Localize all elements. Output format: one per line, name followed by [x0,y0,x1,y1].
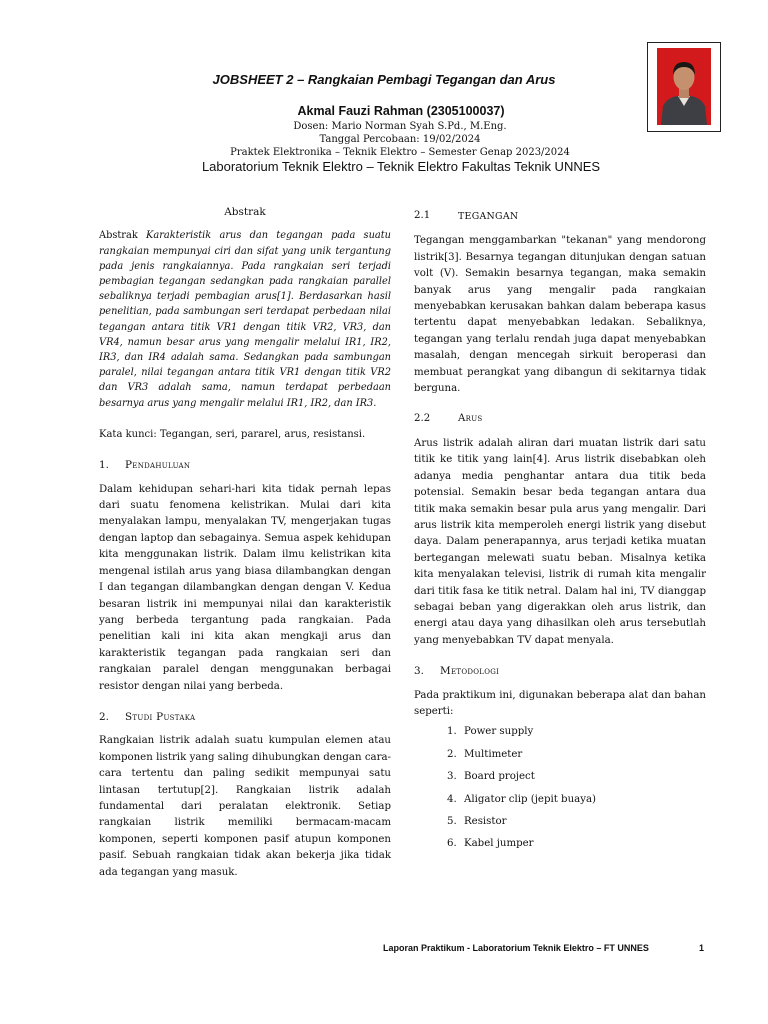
abstract-heading: Abstrak [224,206,266,218]
section-number: 2. [99,710,109,723]
page-footer: Laporan Praktikum - Laboratorium Teknik Elektro – FT UNNES [383,943,649,953]
voltage-text: Tegangan menggambarkan "tekanan" yang mendorong listrik[3]. Besarnya tegangan ditunjukan dengan satuan volt (V). Semakin besarnya tegangan, maka semakin banyak arus yang mengalir pada rangkaian menyebabkan kerusakan bahkan dalam beberapa kasus tertentu dapat menyebabkan ledakan. Sebaliknya, tegangan yang terlalu rendah juga dapat menyebabkan masalah, dengan mencegah sirkuit beroperasi dan membuat perangkat yang dibangun di sekitarnya tidak berguna. [414,235,706,395]
abstract-lead: Abstrak [99,230,138,242]
abstract-text [99,228,391,410]
author-name: Akmal Fauzi Rahman (2305100037) [297,104,505,118]
course-info: Praktek Elektronika – Teknik Elektro – Semester Genap 2023/2024 [230,147,570,158]
lecturer: Dosen: Mario Norman Syah S.Pd., M.Eng. [293,121,507,132]
subsection-number: 2.1 [414,210,431,221]
right-column [414,204,706,859]
keywords: Kata kunci: Tegangan, seri, pararel, arus, resistansi. [99,428,366,440]
tools-list [414,724,706,852]
literature-text: Rangkaian listrik adalah suatu kumpulan elemen atau komponen listrik yang saling dihubungkan dengan cara-cara tertentu dan paling sedikit mempunyai satu lintasan tertutup[2]. Rangkaian listrik adalah fundamental dari peralatan elektronik. Setiap rangkaian listrik memiliki bermacam-macam komponen, seperti komponen pasif atupun komponen pasif. Sebuah rangkaian tidak akan bekerja jika tidak ada tegangan yang masuk. [99,735,391,878]
intro-text: Dalam kehidupan sehari-hari kita tidak pernah lepas dari suatu fenomena kelistrikan. Mulai dari kita menyalakan lampu, menyalakan TV, mengerjakan tugas dengan laptop dan sebagainya. Semua aspek kehidupan kita menggunakan listrik. Dalam ilmu kelistrikan kita mengenal istilah arus yang biasa dilambangkan dengan I dan tegangan dilambangkan dengan dengan V. Kedua besaran listrik ini mempunyai nilai dan karakteristik yang berbeda tergantung pada rangkaian. Pada penelitian kali ini kita akan mengkaji arus dan karakteristik tegangan pada rangkaian seri dan rangkaian paralel dengan menggunakan berbagai resistor dengan nilai yang berbeda. [99,483,391,692]
section-heading-method [414,663,706,679]
subsection-heading-current [414,411,706,427]
section-title: Metodologi [440,665,500,678]
list-item: 1. Power supply [460,724,706,740]
list-item: 3. Board project [460,769,706,785]
list-item: 5. Resistor [460,814,706,830]
left-column [99,204,391,895]
section-title: Studi Pustaka [125,710,196,723]
page-number: 1 [699,943,705,953]
list-item: 6. Kabel jumper [460,836,706,852]
subsection-number: 2.2 [414,413,431,425]
section-number: 1. [99,459,109,472]
paper-title: JOBSHEET 2 – Rangkaian Pembagi Tegangan dan Arus [212,72,556,87]
author-photo-frame [647,42,721,132]
section-heading-literature [99,709,391,725]
subsection-title: TEGANGAN [458,211,519,222]
method-text: Pada praktikum ini, digunakan beberapa alat dan bahan seperti: [414,689,706,717]
subsection-title: Arus [458,413,483,425]
lab-name: Laboratorium Teknik Elektro – Teknik Elektro Fakultas Teknik UNNES [201,159,601,174]
abstract-body: Karakteristik arus dan tegangan pada suatu rangkaian mempunyai ciri dan sifat yang unik tergantung pada jenis rangkaiannya. Pada rangkaian seri terjadi pembagian tegangan sedangkan pada rangkaian parallel sebaliknya terjadi pembagian arus[1]. Berdasarkan hasil penelitian, pada sambungan seri terdapat perbedaan nilai tegangan antara titik VR1 dengan titik VR2, VR3, dan VR4, namun besar arus yang mengalir melalui IR1, IR2, IR3, dan IR4 adalah sama. Sedangkan pada sambungan paralel, nilai tegangan antara titik VR1 dengan titik VR2 dan VR3 adalah sama, namun terdapat perbedaan besarnya arus yang mengalir melalui IR1, IR2, dan IR3. [99,230,391,409]
list-item: 2. Multimeter [460,747,706,763]
subsection-heading-voltage [414,208,706,225]
list-item: 4. Aligator clip (jepit buaya) [460,792,706,808]
current-text: Arus listrik adalah aliran dari muatan listrik dari satu titik ke titik yang lain[4]. Arus listrik disebabkan oleh adanya media penghantar antara dua titik beda potensial. Semakin besar beda tegangan antara dua titik maka semakin besar pula arus yang mengalir. Dari arus listrik kita memperoleh energi listrik yang disebut daya. Dalam penerapannya, arus terjadi ketika muatan bertegangan melewati suatu beban. Misalnya ketika kita menyalakan televisi, listrik di rumah kita mengalir dari titik fasa ke titik netral. Dalam hal ini, TV dianggap sebagai beban yang digerakkan oleh arus listrik, dan energi atau daya yang dihasilkan oleh arus tersebutlah yang menyebabkan TV dapat menyala. [414,437,706,646]
section-heading-intro [99,457,391,473]
experiment-date: Tanggal Percobaan: 19/02/2024 [319,134,481,145]
section-title: Pendahuluan [125,459,191,472]
section-number: 3. [414,665,424,678]
